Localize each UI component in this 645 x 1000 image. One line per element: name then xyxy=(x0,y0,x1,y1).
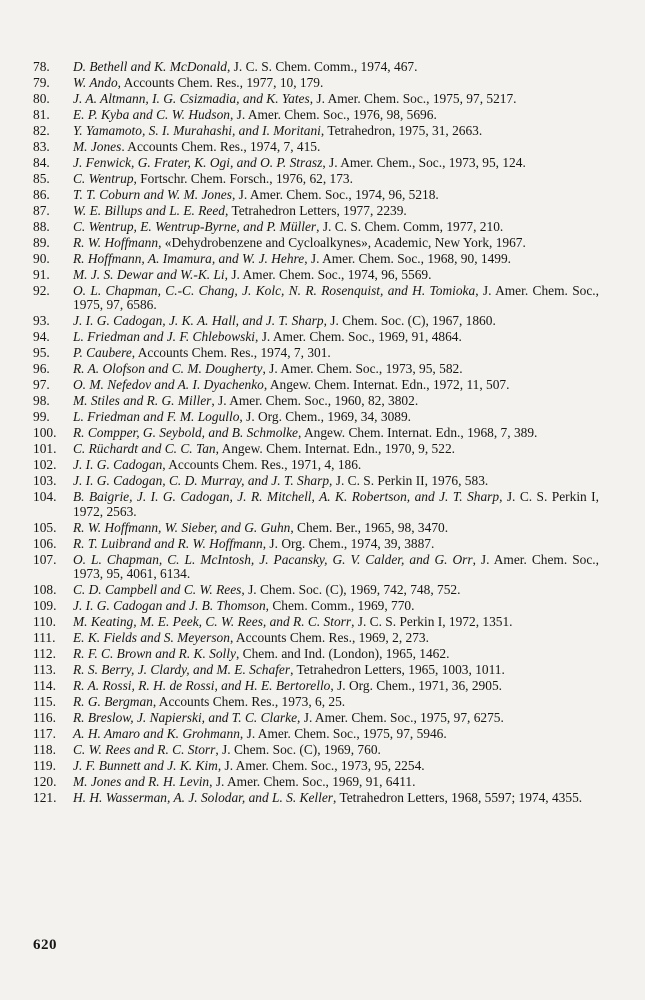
reference-number: 108. xyxy=(33,582,57,598)
reference-number: 82. xyxy=(33,122,50,138)
reference-authors: T. T. Coburn and W. M. Jones xyxy=(73,186,232,202)
reference-citation: , J. Chem. Soc. (C), 1969, 760. xyxy=(215,742,381,758)
reference-citation: , Tetrahedron Letters, 1965, 1003, 1011. xyxy=(290,662,505,678)
reference-authors: P. Caubere xyxy=(73,345,132,361)
reference-entry xyxy=(33,458,599,473)
reference-entry xyxy=(33,663,599,678)
page-number: 620 xyxy=(33,937,57,953)
reference-citation: , J. Amer. Chem. Soc., 1969, 91, 4864. xyxy=(255,329,462,345)
reference-number: 116. xyxy=(33,710,56,726)
reference-number: 121. xyxy=(33,790,57,806)
reference-authors: M. Jones xyxy=(73,138,122,154)
reference-entry xyxy=(33,204,599,219)
reference-number: 80. xyxy=(33,90,50,106)
reference-entry xyxy=(33,743,599,758)
reference-number: 106. xyxy=(33,535,57,551)
reference-authors: M. Keating, M. E. Peek, C. W. Rees, and R. C. Storr xyxy=(73,614,352,630)
reference-number: 94. xyxy=(33,329,50,345)
reference-authors: R. G. Bergman xyxy=(73,694,153,710)
reference-citation: , J. C. S. Perkin I, 1972, 1351. xyxy=(351,614,513,630)
reference-number: 98. xyxy=(33,393,50,409)
reference-number: 88. xyxy=(33,218,50,234)
reference-number: 87. xyxy=(33,202,50,218)
reference-authors: J. F. Bunnett and J. K. Kim xyxy=(73,758,218,774)
reference-entry xyxy=(33,695,599,710)
reference-authors: R. A. Olofson and C. M. Dougherty xyxy=(73,361,263,377)
reference-number: 115. xyxy=(33,694,56,710)
reference-citation: , Chem. and Ind. (London), 1965, 1462. xyxy=(235,646,450,662)
reference-entry xyxy=(33,92,599,107)
reference-authors: R. Breslow, J. Napierski, and T. C. Clarke xyxy=(73,710,298,726)
reference-citation: , Tetrahedron Letters, 1968, 5597; 1974, 4355. xyxy=(333,790,583,806)
reference-number: 105. xyxy=(33,519,57,535)
reference-number: 96. xyxy=(33,361,50,377)
reference-citation: , Accounts Chem. Res., 1973, 6, 25. xyxy=(152,694,346,710)
reference-number: 83. xyxy=(33,138,50,154)
reference-citation: , J. Chem. Soc. (C), 1967, 1860. xyxy=(323,313,496,329)
reference-citation: , J. Amer. Chem., Soc., 1973, 95, 124. xyxy=(322,154,526,170)
reference-authors: R. A. Rossi, R. H. de Rossi, and H. E. Bertorello xyxy=(73,678,331,694)
reference-citation: , Tetrahedron, 1975, 31, 2663. xyxy=(320,122,483,138)
reference-entry xyxy=(33,220,599,235)
reference-authors: J. I. G. Cadogan xyxy=(73,457,163,473)
reference-number: 112. xyxy=(33,646,56,662)
reference-citation: , J. Org. Chem., 1969, 34, 3089. xyxy=(239,409,412,425)
reference-entry xyxy=(33,647,599,662)
reference-authors: R. W. Hoffmann xyxy=(73,234,159,250)
reference-entry xyxy=(33,188,599,203)
reference-number: 114. xyxy=(33,678,56,694)
reference-authors: L. Friedman and F. M. Logullo xyxy=(73,409,240,425)
reference-entry xyxy=(33,679,599,694)
reference-number: 78. xyxy=(33,59,50,74)
reference-citation: , J. Amer. Chem. Soc., 1975, 97, 6275. xyxy=(297,710,504,726)
reference-entry xyxy=(33,60,599,75)
reference-authors: R. Hoffmann, A. Imamura, and W. J. Hehre xyxy=(73,250,305,266)
reference-authors: J. Fenwick, G. Frater, K. Ogi, and O. P. Strasz xyxy=(73,154,323,170)
reference-authors: C. D. Campbell and C. W. Rees xyxy=(73,582,242,598)
reference-number: 119. xyxy=(33,758,56,774)
reference-entry xyxy=(33,553,599,582)
reference-authors: C. Wentrup xyxy=(73,170,134,186)
reference-citation: , Accounts Chem. Res., 1977, 10, 179. xyxy=(117,74,324,90)
reference-entry xyxy=(33,442,599,457)
reference-entry xyxy=(33,236,599,251)
reference-number: 86. xyxy=(33,186,50,202)
reference-authors: E. K. Fields and S. Meyerson xyxy=(73,630,230,646)
reference-number: 120. xyxy=(33,774,57,790)
reference-citation: , J. Amer. Chem. Soc., 1973, 95, 4061, 6134. xyxy=(73,551,599,582)
reference-authors: H. H. Wasserman, A. J. Solodar, and L. S. Keller xyxy=(73,790,334,806)
reference-entry xyxy=(33,108,599,123)
reference-entry xyxy=(33,474,599,489)
reference-entry xyxy=(33,759,599,774)
reference-number: 111. xyxy=(33,630,56,646)
reference-authors: C. W. Rees and R. C. Storr xyxy=(73,742,216,758)
reference-entry xyxy=(33,330,599,345)
reference-entry xyxy=(33,410,599,425)
reference-entry xyxy=(33,268,599,283)
reference-entry xyxy=(33,711,599,726)
reference-authors: E. P. Kyba and C. W. Hudson xyxy=(73,106,230,122)
reference-authors: L. Friedman and J. F. Chlebowski xyxy=(73,329,256,345)
reference-entry xyxy=(33,537,599,552)
reference-authors: D. Bethell and K. McDonald xyxy=(73,59,227,74)
reference-entry xyxy=(33,172,599,187)
reference-entry xyxy=(33,727,599,742)
reference-authors: M. J. S. Dewar and W.-K. Li xyxy=(73,266,225,282)
reference-authors: J. I. G. Cadogan and J. B. Thomson xyxy=(73,598,266,614)
reference-number: 84. xyxy=(33,154,50,170)
reference-entry xyxy=(33,791,599,806)
reference-citation: , J. Amer. Chem. Soc., 1968, 90, 1499. xyxy=(304,250,512,266)
reference-entry xyxy=(33,124,599,139)
reference-number: 92. xyxy=(33,282,50,298)
reference-citation: , Chem. Ber., 1965, 98, 3470. xyxy=(290,519,449,535)
reference-entry xyxy=(33,426,599,441)
reference-number: 101. xyxy=(33,441,57,457)
reference-entry xyxy=(33,362,599,377)
reference-authors: M. Stiles and R. G. Miller xyxy=(73,393,212,409)
reference-entry xyxy=(33,521,599,536)
reference-entry xyxy=(33,140,599,155)
reference-citation: , J. Amer. Chem. Soc., 1975, 97, 5946. xyxy=(239,726,447,742)
reference-authors: C. Wentrup, E. Wentrup-Byrne, and P. Müller xyxy=(73,218,317,234)
reference-number: 107. xyxy=(33,551,57,567)
reference-citation: , J. C. S. Perkin II, 1976, 583. xyxy=(329,473,489,489)
reference-number: 103. xyxy=(33,473,57,489)
reference-citation: , J. Org. Chem., 1974, 39, 3887. xyxy=(262,535,435,551)
reference-citation: , J. Amer. Chem. Soc., 1973, 95, 2254. xyxy=(217,758,425,774)
reference-number: 91. xyxy=(33,266,50,282)
reference-authors: R. Compper, G. Seybold, and B. Schmolke xyxy=(73,425,298,441)
reference-authors: J. I. G. Cadogan, J. K. A. Hall, and J. T. Sharp xyxy=(73,313,324,329)
reference-number: 89. xyxy=(33,234,50,250)
reference-citation: , Angew. Chem. Internat. Edn., 1970, 9, 522. xyxy=(215,441,455,457)
reference-citation: , J. C. S. Perkin I, 1972, 2563. xyxy=(73,489,599,519)
reference-entry xyxy=(33,346,599,361)
reference-authors: W. Ando xyxy=(73,74,118,90)
reference-authors: W. E. Billups and L. E. Reed xyxy=(73,202,225,218)
reference-number: 113. xyxy=(33,662,56,678)
reference-citation: , J. C. S. Chem. Comm., 1974, 467. xyxy=(226,59,418,74)
reference-citation: , Tetrahedron Letters, 1977, 2239. xyxy=(225,202,407,218)
reference-authors: C. Rüchardt and C. C. Tan xyxy=(73,441,216,457)
reference-number: 118. xyxy=(33,742,56,758)
reference-entry xyxy=(33,252,599,267)
reference-authors: Y. Yamamoto, S. I. Murahashi, and I. Moritani xyxy=(73,122,321,138)
reference-citation: , J. Amer. Chem. Soc., 1974, 96, 5569. xyxy=(224,266,432,282)
reference-citation: , Angew. Chem. Internat. Edn., 1972, 11, 507. xyxy=(263,377,510,393)
reference-authors: J. A. Altmann, I. G. Csizmadia, and K. Yates xyxy=(73,90,310,106)
reference-citation: , J. Amer. Chem. Soc., 1969, 91, 6411. xyxy=(209,774,416,790)
reference-citation: , J. Amer. Chem. Soc., 1975, 97, 6586. xyxy=(73,282,599,313)
reference-citation: , J. Amer. Chem. Soc., 1976, 98, 5696. xyxy=(229,106,437,122)
reference-authors: R. S. Berry, J. Clardy, and M. E. Schafer xyxy=(73,662,291,678)
reference-citation: , «Dehydrobenzene and Cycloalkynes», Academic, New York, 1967. xyxy=(158,234,526,250)
reference-entry xyxy=(33,156,599,171)
reference-number: 104. xyxy=(33,489,57,505)
reference-number: 109. xyxy=(33,598,57,614)
reference-number: 79. xyxy=(33,74,50,90)
reference-entry xyxy=(33,394,599,409)
reference-citation: , J. Amer. Chem. Soc., 1973, 95, 582. xyxy=(262,361,463,377)
reference-list xyxy=(33,60,599,807)
reference-number: 100. xyxy=(33,425,57,441)
reference-entry xyxy=(33,583,599,598)
reference-citation: , J. Chem. Soc. (C), 1969, 742, 748, 752. xyxy=(241,582,461,598)
reference-citation: , J. Org. Chem., 1971, 36, 2905. xyxy=(330,678,502,694)
reference-number: 117. xyxy=(33,726,56,742)
reference-authors: M. Jones and R. H. Levin xyxy=(73,774,210,790)
reference-citation: , Accounts Chem. Res., 1969, 2, 273. xyxy=(229,630,429,646)
reference-citation: , Chem. Comm., 1969, 770. xyxy=(265,598,415,614)
reference-authors: R. F. C. Brown and R. K. Solly xyxy=(73,646,236,662)
reference-number: 95. xyxy=(33,345,50,361)
reference-entry xyxy=(33,284,599,313)
reference-citation: , J. Amer. Chem. Soc., 1974, 96, 5218. xyxy=(231,186,439,202)
reference-entry xyxy=(33,314,599,329)
reference-number: 97. xyxy=(33,377,50,393)
reference-entry xyxy=(33,631,599,646)
reference-number: 93. xyxy=(33,313,50,329)
reference-authors: R. T. Luibrand and R. W. Hoffmann xyxy=(73,535,263,551)
reference-entry xyxy=(33,599,599,614)
reference-number: 90. xyxy=(33,250,50,266)
reference-citation: , Angew. Chem. Internat. Edn., 1968, 7, 389. xyxy=(298,425,538,441)
reference-authors: O. L. Chapman, C.-C. Chang, J. Kolc, N. R. Rosenquist, and H. Tomioka xyxy=(73,282,476,298)
reference-citation: . Accounts Chem. Res., 1974, 7, 415. xyxy=(121,138,321,154)
reference-citation: , J. C. S. Chem. Comm, 1977, 210. xyxy=(316,218,504,234)
reference-number: 102. xyxy=(33,457,57,473)
reference-entry xyxy=(33,76,599,91)
reference-authors: R. W. Hoffmann, W. Sieber, and G. Guhn xyxy=(73,519,291,535)
reference-citation: , J. Amer. Chem. Soc., 1975, 97, 5217. xyxy=(309,90,517,106)
reference-authors: J. I. G. Cadogan, C. D. Murray, and J. T. Sharp xyxy=(73,473,330,489)
reference-authors: A. H. Amaro and K. Grohmann xyxy=(73,726,240,742)
reference-entry xyxy=(33,615,599,630)
reference-number: 81. xyxy=(33,106,50,122)
reference-citation: , Accounts Chem. Res., 1974, 7, 301. xyxy=(131,345,331,361)
reference-authors: B. Baigrie, J. I. G. Cadogan, J. R. Mitchell, A. K. Robertson, and J. T. Sharp xyxy=(73,489,500,505)
reference-citation: , J. Amer. Chem. Soc., 1960, 82, 3802. xyxy=(211,393,419,409)
reference-entry xyxy=(33,490,599,519)
reference-number: 110. xyxy=(33,614,56,630)
reference-entry xyxy=(33,378,599,393)
reference-citation: , Accounts Chem. Res., 1971, 4, 186. xyxy=(162,457,362,473)
reference-authors: O. M. Nefedov and A. I. Dyachenko xyxy=(73,377,264,393)
reference-citation: , Fortschr. Chem. Forsch., 1976, 62, 173. xyxy=(133,170,353,186)
reference-number: 85. xyxy=(33,170,50,186)
reference-number: 99. xyxy=(33,409,50,425)
reference-authors: O. L. Chapman, C. L. McIntosh, J. Pacansky, G. V. Calder, and G. Orr xyxy=(73,551,473,567)
reference-entry xyxy=(33,775,599,790)
